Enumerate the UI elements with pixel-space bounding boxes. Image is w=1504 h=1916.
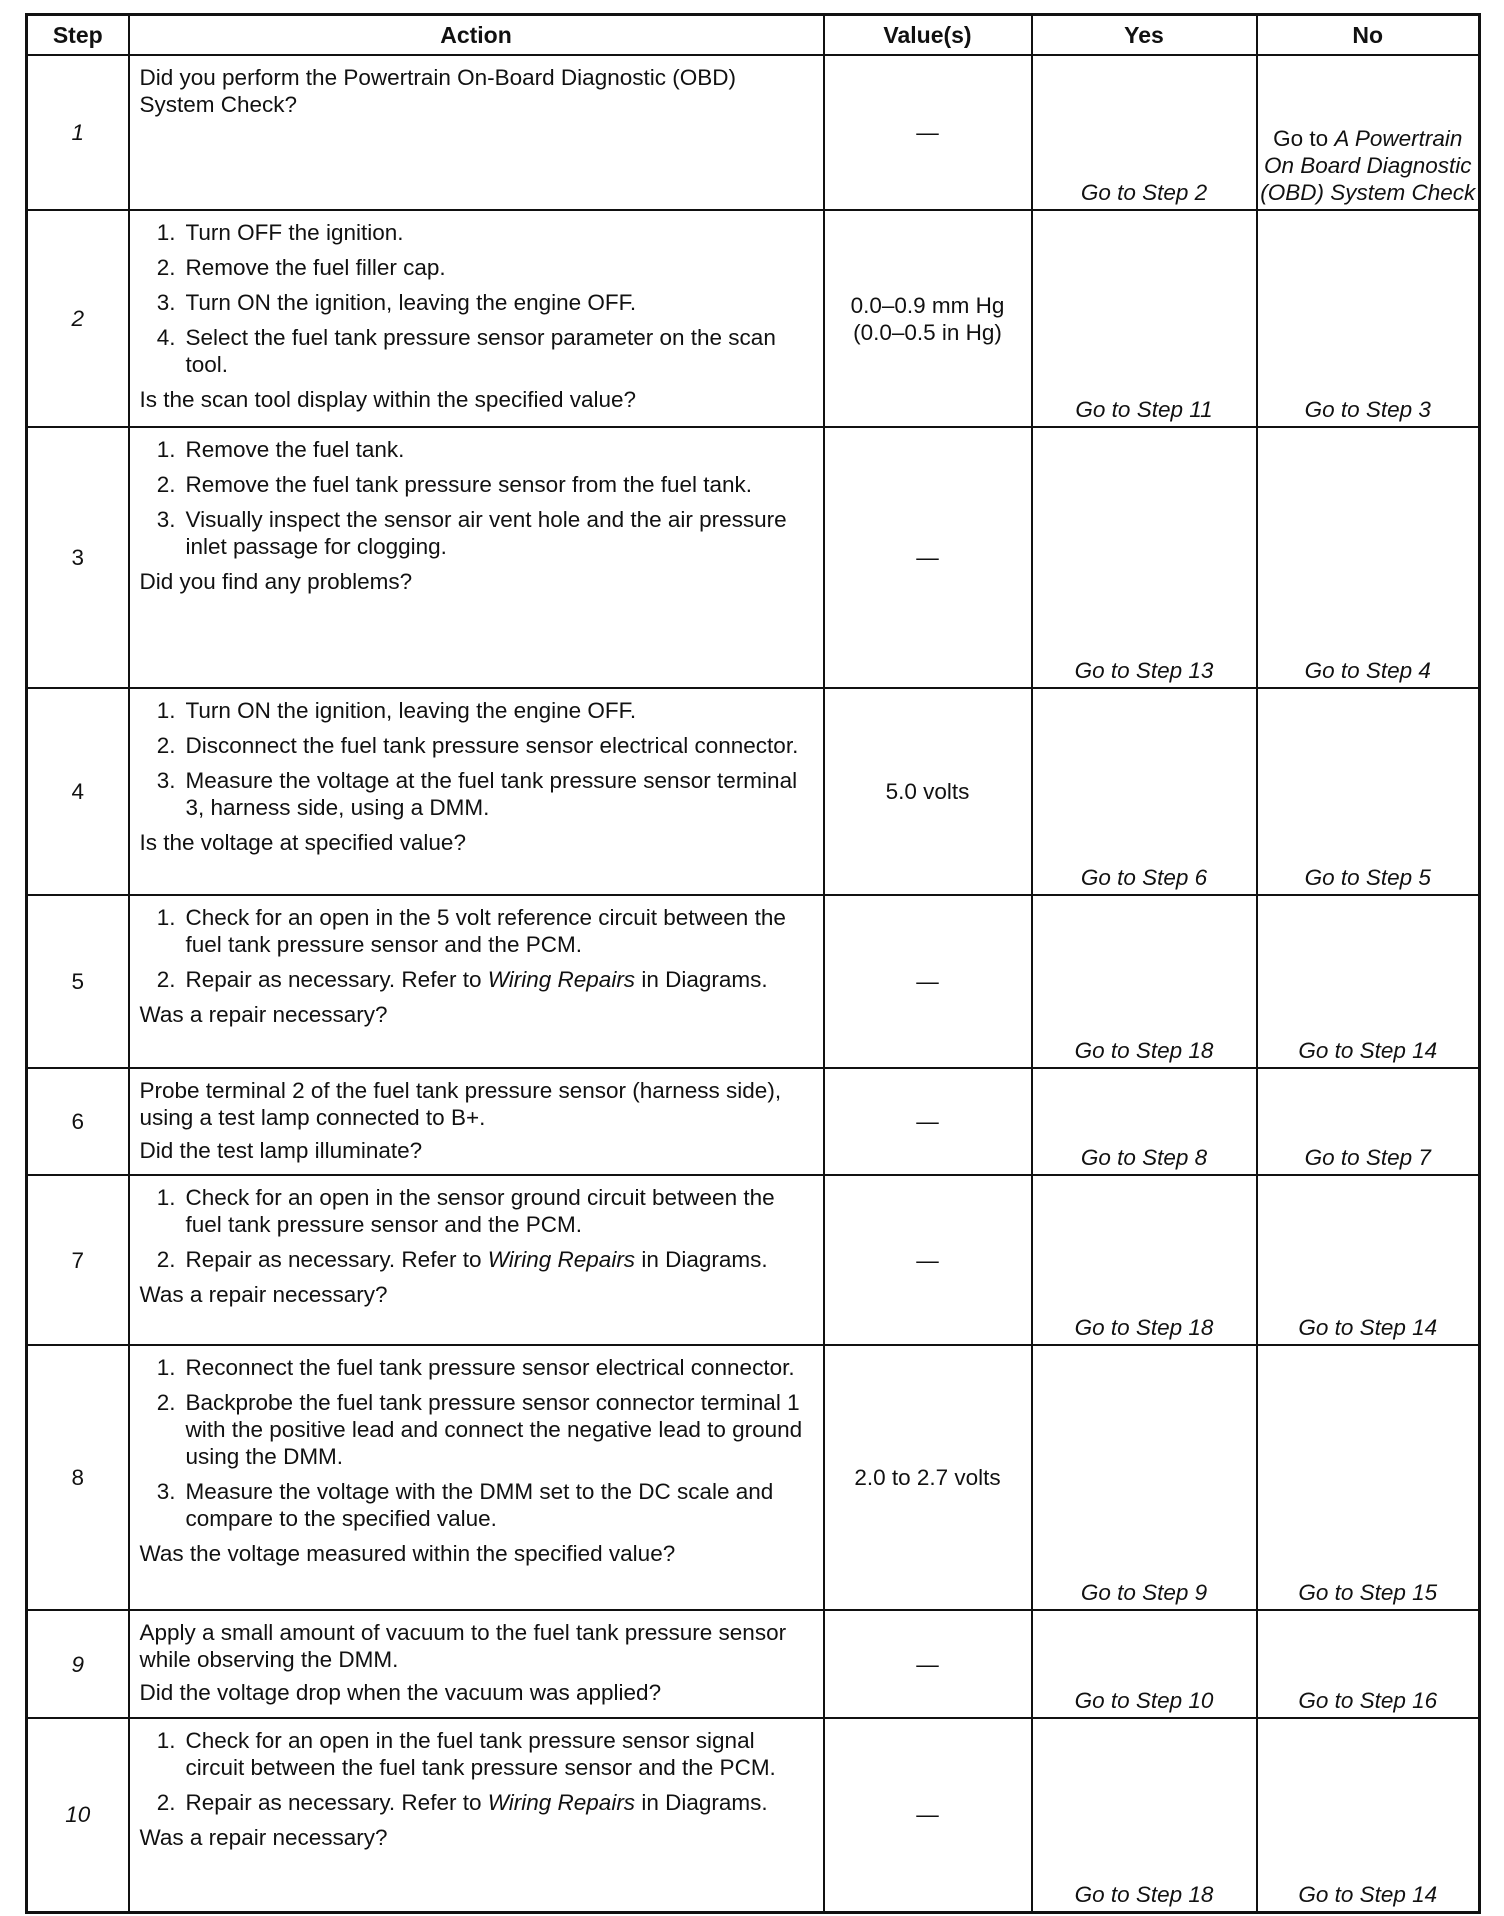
no-goto-link[interactable]: Go to Step 7: [1257, 1068, 1480, 1175]
value-cell: 2.0 to 2.7 volts: [824, 1345, 1032, 1610]
yes-goto-link[interactable]: Go to Step 2: [1032, 55, 1257, 210]
list-number: 1.: [156, 1355, 176, 1380]
list-text-before: Repair as necessary. Refer to: [185, 967, 488, 992]
action-list-item: [140, 471, 813, 498]
step-number: 7: [27, 1175, 129, 1345]
list-text: Reconnect the fuel tank pressure sensor electrical connector.: [185, 1355, 795, 1380]
value-cell: —: [824, 1718, 1032, 1912]
yes-goto-link[interactable]: Go to Step 13: [1032, 427, 1257, 688]
list-text: Check for an open in the 5 volt reference circuit between the fuel tank pressure sensor and the PCM.: [185, 905, 786, 957]
list-number: 1.: [156, 437, 176, 462]
table-row: [27, 55, 1480, 210]
value-cell: —: [824, 1610, 1032, 1718]
list-number: 3.: [156, 768, 176, 793]
no-goto-link[interactable]: Go to Step 14: [1257, 895, 1480, 1068]
list-number: 2.: [156, 1247, 176, 1272]
list-text: Remove the fuel tank pressure sensor from the fuel tank.: [185, 472, 753, 497]
action-cell: [129, 895, 824, 1068]
action-list-item: [140, 324, 813, 378]
list-text-before: Repair as necessary. Refer to: [185, 1247, 488, 1272]
diagnostic-table: [25, 13, 1481, 1914]
list-text-after: in Diagrams.: [635, 967, 768, 992]
list-number: 2.: [156, 472, 176, 497]
value-cell: [824, 210, 1032, 427]
value-cell: —: [824, 1175, 1032, 1345]
list-number: 2.: [156, 1390, 176, 1415]
list-number: 1.: [156, 905, 176, 930]
action-intro: Probe terminal 2 of the fuel tank pressure sensor (harness side), using a test lamp connected to B+.: [139, 1078, 782, 1130]
no-prefix: Go to: [1273, 126, 1335, 151]
step-number: 5: [27, 895, 129, 1068]
step-number: 10: [27, 1718, 129, 1912]
list-number: 2.: [156, 967, 176, 992]
action-list-item: [140, 289, 813, 316]
list-text: Measure the voltage at the fuel tank pressure sensor terminal 3, harness side, using a DMM.: [185, 768, 798, 820]
action-list-item: [140, 1354, 813, 1381]
action-cell: [129, 427, 824, 688]
action-cell: [129, 1175, 824, 1345]
yes-goto-link[interactable]: Go to Step 10: [1032, 1610, 1257, 1718]
wiring-repairs-reference[interactable]: Wiring Repairs: [487, 967, 636, 992]
no-goto-link[interactable]: Go to Step 16: [1257, 1610, 1480, 1718]
list-text: Backprobe the fuel tank pressure sensor connector terminal 1 with the positive lead and connect the negative lead to ground using the DMM.: [185, 1390, 803, 1469]
action-question: Is the voltage at specified value?: [139, 830, 466, 855]
wiring-repairs-reference[interactable]: Wiring Repairs: [487, 1790, 636, 1815]
table-row: [27, 1718, 1480, 1912]
no-reference: A Powertrain On Board Diagnostic (OBD) System Check: [1260, 126, 1476, 205]
action-intro: Apply a small amount of vacuum to the fuel tank pressure sensor while observing the DMM.: [139, 1620, 787, 1672]
list-number: 1.: [156, 1185, 176, 1210]
no-goto-link[interactable]: [1257, 55, 1480, 210]
header-no: No: [1257, 15, 1480, 56]
action-cell: [129, 1345, 824, 1610]
table-row: [27, 1068, 1480, 1175]
action-list-item: [140, 732, 813, 759]
list-number: 2.: [156, 733, 176, 758]
step-number: 3: [27, 427, 129, 688]
list-text: [186, 1246, 813, 1273]
action-question: Did the test lamp illuminate?: [139, 1138, 423, 1163]
action-list-item: [140, 1184, 813, 1238]
header-step: Step: [27, 15, 129, 56]
action-list-item: [140, 1389, 813, 1470]
no-goto-link[interactable]: Go to Step 15: [1257, 1345, 1480, 1610]
yes-goto-link[interactable]: Go to Step 18: [1032, 1718, 1257, 1912]
header-action: Action: [129, 15, 824, 56]
step-number: 4: [27, 688, 129, 895]
value-cell: —: [824, 55, 1032, 210]
yes-goto-link[interactable]: Go to Step 9: [1032, 1345, 1257, 1610]
list-text: Check for an open in the sensor ground circuit between the fuel tank pressure sensor and the PCM.: [185, 1185, 775, 1237]
list-text: Turn ON the ignition, leaving the engine OFF.: [185, 290, 637, 315]
action-question: Did the voltage drop when the vacuum was applied?: [139, 1680, 662, 1705]
list-number: 4.: [156, 325, 176, 350]
value-line-1: 0.0–0.9 mm Hg: [850, 292, 1005, 318]
action-question: Was a repair necessary?: [139, 1002, 388, 1027]
no-goto-link[interactable]: Go to Step 14: [1257, 1175, 1480, 1345]
no-goto-link[interactable]: Go to Step 14: [1257, 1718, 1480, 1912]
table-body: [27, 55, 1480, 1912]
table-row: [27, 1175, 1480, 1345]
header-yes: Yes: [1032, 15, 1257, 56]
action-list-item: [140, 254, 813, 281]
table-row: [27, 427, 1480, 688]
list-number: 1.: [156, 1728, 176, 1753]
action-list-item: [140, 1727, 813, 1781]
action-cell: [129, 55, 824, 210]
list-text: Turn OFF the ignition.: [185, 220, 404, 245]
action-cell: [129, 688, 824, 895]
value-cell: —: [824, 427, 1032, 688]
step-number: 9: [27, 1610, 129, 1718]
header-values: Value(s): [824, 15, 1032, 56]
no-goto-link[interactable]: Go to Step 5: [1257, 688, 1480, 895]
list-number: 1.: [156, 220, 176, 245]
action-intro: Did you perform the Powertrain On-Board Diagnostic (OBD) System Check?: [139, 65, 736, 117]
list-text: Check for an open in the fuel tank pressure sensor signal circuit between the fuel tank pressure sensor and the PCM.: [185, 1728, 776, 1780]
action-list-item: [140, 1478, 813, 1532]
step-number: 6: [27, 1068, 129, 1175]
action-list-item: [140, 219, 813, 246]
action-list-item: [140, 697, 813, 724]
list-text: [186, 1789, 813, 1816]
list-text: Remove the fuel filler cap.: [185, 255, 446, 280]
list-text: Measure the voltage with the DMM set to the DC scale and compare to the specified value.: [185, 1479, 774, 1531]
action-list-item: [140, 904, 813, 958]
value-cell: —: [824, 895, 1032, 1068]
no-goto-link[interactable]: Go to Step 4: [1257, 427, 1480, 688]
wiring-repairs-reference[interactable]: Wiring Repairs: [487, 1247, 636, 1272]
list-text: Select the fuel tank pressure sensor parameter on the scan tool.: [185, 325, 776, 377]
action-cell: [129, 1068, 824, 1175]
table-row: [27, 210, 1480, 427]
list-text-after: in Diagrams.: [635, 1247, 768, 1272]
action-list-item: [140, 436, 813, 463]
action-list-item: [140, 767, 813, 821]
action-cell: [129, 1610, 824, 1718]
list-number: 3.: [156, 290, 176, 315]
list-text: Visually inspect the sensor air vent hole and the air pressure inlet passage for clogging.: [185, 507, 787, 559]
list-text-after: in Diagrams.: [635, 1790, 768, 1815]
yes-goto-link[interactable]: Go to Step 6: [1032, 688, 1257, 895]
list-number: 2.: [156, 1790, 176, 1815]
action-question: Was a repair necessary?: [139, 1825, 388, 1850]
action-list-item: [140, 966, 813, 993]
table-row: [27, 1610, 1480, 1718]
table-row: [27, 895, 1480, 1068]
step-number: 8: [27, 1345, 129, 1610]
yes-goto-link[interactable]: Go to Step 11: [1032, 210, 1257, 427]
step-number: 2: [27, 210, 129, 427]
table-row: [27, 688, 1480, 895]
list-number: 2.: [156, 255, 176, 280]
action-list-item: [140, 1246, 813, 1273]
no-goto-link[interactable]: Go to Step 3: [1257, 210, 1480, 427]
value-cell: 5.0 volts: [824, 688, 1032, 895]
action-list-item: [140, 1789, 813, 1816]
value-cell: —: [824, 1068, 1032, 1175]
action-cell: [129, 210, 824, 427]
list-text: Turn ON the ignition, leaving the engine OFF.: [185, 698, 637, 723]
list-text-before: Repair as necessary. Refer to: [185, 1790, 488, 1815]
value-line-2: (0.0–0.5 in Hg): [853, 319, 1002, 345]
list-number: 1.: [156, 698, 176, 723]
list-number: 3.: [156, 507, 176, 532]
yes-goto-link[interactable]: Go to Step 18: [1032, 895, 1257, 1068]
table-row: [27, 1345, 1480, 1610]
list-text: Disconnect the fuel tank pressure sensor electrical connector.: [185, 733, 799, 758]
list-number: 3.: [156, 1479, 176, 1504]
action-question: Was a repair necessary?: [139, 1282, 388, 1307]
yes-goto-link[interactable]: Go to Step 8: [1032, 1068, 1257, 1175]
action-question: Is the scan tool display within the specified value?: [139, 387, 637, 412]
list-text: [186, 966, 813, 993]
action-question: Was the voltage measured within the specified value?: [139, 1541, 676, 1566]
list-text: Remove the fuel tank.: [185, 437, 405, 462]
action-list-item: [140, 506, 813, 560]
header-row: [27, 15, 1480, 56]
action-cell: [129, 1718, 824, 1912]
action-question: Did you find any problems?: [139, 569, 413, 594]
step-number: 1: [27, 55, 129, 210]
yes-goto-link[interactable]: Go to Step 18: [1032, 1175, 1257, 1345]
